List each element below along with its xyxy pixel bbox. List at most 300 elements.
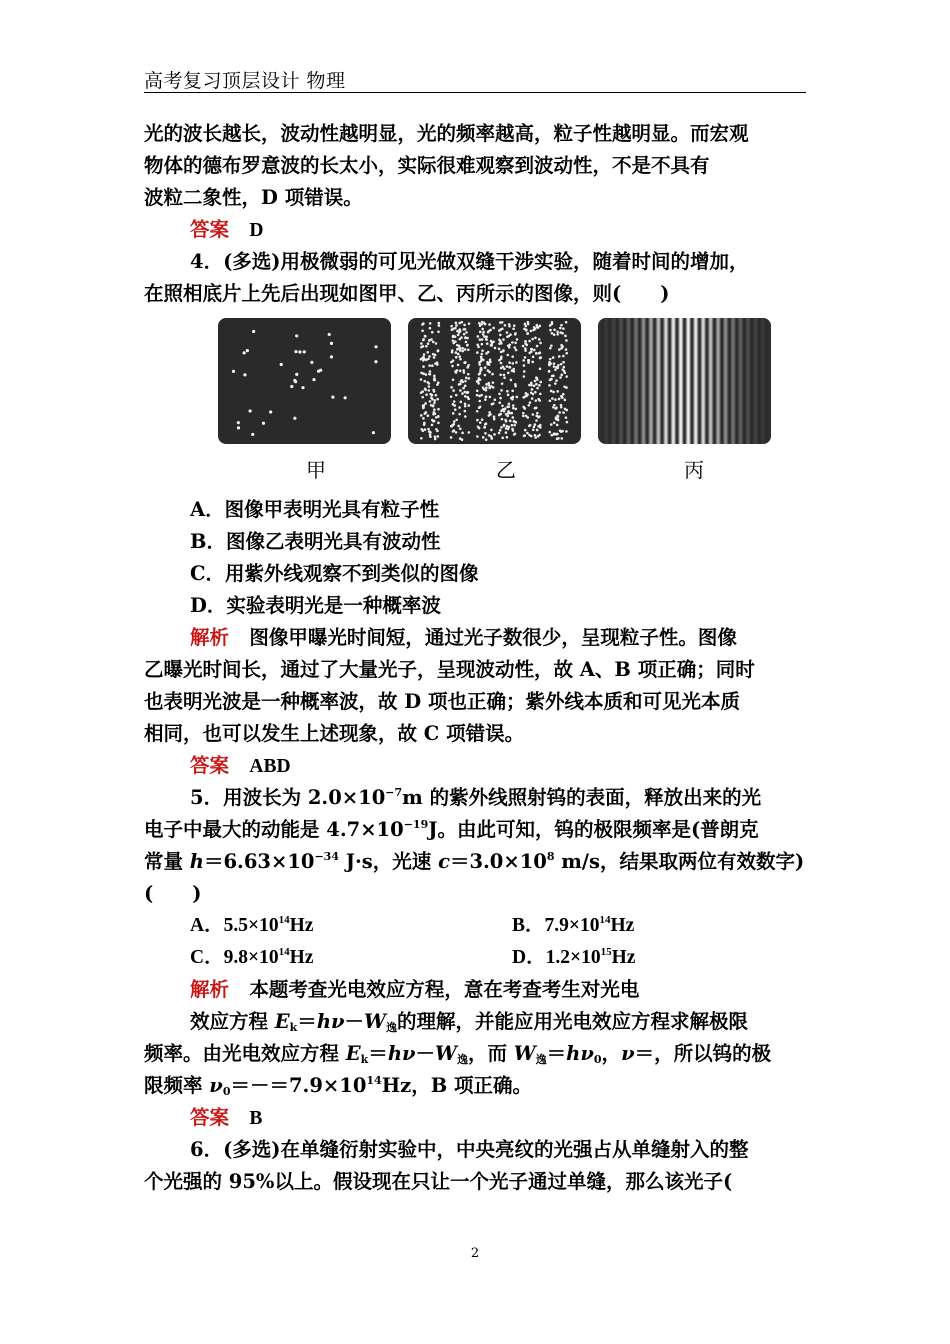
photon-dot xyxy=(503,367,506,370)
photon-dot xyxy=(485,438,488,441)
photon-dot xyxy=(515,361,518,364)
photon-dot xyxy=(344,396,347,399)
photon-dot xyxy=(528,434,531,437)
photon-dot xyxy=(565,321,568,324)
option-b: B．图像乙表明光具有波动性 xyxy=(190,530,441,553)
photon-dot xyxy=(480,353,483,356)
photon-dot xyxy=(505,431,508,434)
photon-dot xyxy=(528,340,531,343)
photon-dot xyxy=(482,359,485,362)
photon-dot xyxy=(528,404,531,407)
photon-dot xyxy=(298,350,301,353)
photon-dot xyxy=(511,355,514,358)
photon-dot xyxy=(551,375,554,378)
photon-dot xyxy=(488,323,491,326)
photon-dot xyxy=(374,345,377,348)
photon-dot xyxy=(452,335,455,338)
photon-dot xyxy=(428,389,431,392)
photon-dot xyxy=(559,331,562,334)
photon-dot xyxy=(527,361,530,364)
photon-dot xyxy=(559,429,562,432)
photon-dot xyxy=(482,333,485,336)
photon-dot xyxy=(523,364,526,367)
photon-dot xyxy=(293,417,296,420)
photon-dot xyxy=(479,324,482,327)
photon-dot xyxy=(498,342,501,345)
photon-dot xyxy=(498,329,501,332)
photon-dot xyxy=(467,348,470,351)
photon-dot xyxy=(458,329,461,332)
photon-dot xyxy=(433,356,436,359)
photon-dot xyxy=(420,428,423,431)
photon-dot xyxy=(504,407,507,410)
photon-dot xyxy=(494,398,497,401)
photon-dot xyxy=(535,406,538,409)
photon-dot xyxy=(484,366,487,369)
photon-dot xyxy=(534,434,537,437)
photon-dot xyxy=(433,377,436,380)
photon-dot xyxy=(424,335,427,338)
photon-dot xyxy=(499,334,502,337)
photon-dot xyxy=(423,353,426,356)
photon-dot xyxy=(457,334,460,337)
photon-dot xyxy=(491,373,494,376)
photon-dot xyxy=(524,429,527,432)
photon-dot xyxy=(467,377,470,380)
photon-dot xyxy=(464,348,467,351)
photon-dot xyxy=(532,393,535,396)
photon-dot xyxy=(565,375,568,378)
photon-dot xyxy=(462,328,465,331)
photon-dot xyxy=(486,342,489,345)
photon-dot xyxy=(479,405,482,408)
photon-dot xyxy=(563,366,566,369)
photon-dot xyxy=(479,369,482,372)
photon-dot xyxy=(537,326,540,329)
photon-dot xyxy=(453,420,456,423)
photon-dot xyxy=(565,339,568,342)
photon-dot xyxy=(549,329,552,332)
photon-dot xyxy=(516,338,519,341)
photon-dot xyxy=(508,323,511,326)
photon-dot xyxy=(455,418,458,421)
photon-dot xyxy=(477,379,480,382)
photon-dot xyxy=(464,410,467,413)
photon-dot xyxy=(539,342,542,345)
photon-dot xyxy=(436,398,439,401)
photon-dot xyxy=(559,327,562,330)
photon-dot xyxy=(491,403,494,406)
photon-dot xyxy=(538,399,541,402)
photon-dot xyxy=(550,423,553,426)
photon-dot xyxy=(484,374,487,377)
photon-dot xyxy=(500,426,503,429)
photon-dot xyxy=(450,386,453,389)
photon-dot xyxy=(425,345,428,348)
photon-dot xyxy=(432,405,435,408)
photon-dot xyxy=(554,407,557,410)
photon-dot xyxy=(328,333,331,336)
photon-dot xyxy=(501,382,504,385)
analysis-line: 也表明光波是一种概率波，故 D 项也正确；紫外线本质和可见光本质 xyxy=(144,690,740,713)
photon-dot xyxy=(483,426,486,429)
photon-dot xyxy=(563,369,566,372)
photon-dot xyxy=(424,428,427,431)
photon-dot xyxy=(485,395,488,398)
photon-dot xyxy=(505,427,508,430)
photon-dot xyxy=(452,342,455,345)
photon-dot xyxy=(476,343,479,346)
photon-dot xyxy=(290,385,293,388)
answer-value: D xyxy=(249,220,264,241)
photon-dot xyxy=(565,386,568,389)
photon-dot xyxy=(510,379,513,382)
photon-dot xyxy=(493,415,496,418)
photon-dot xyxy=(436,430,439,433)
figure-label-yi: 乙 xyxy=(496,458,516,482)
photon-dot xyxy=(524,340,527,343)
photon-dot xyxy=(556,333,559,336)
photon-dot xyxy=(508,403,511,406)
photon-dot xyxy=(503,410,506,413)
photon-dot xyxy=(565,352,568,355)
photon-dot xyxy=(438,324,441,327)
photon-dot xyxy=(232,370,235,373)
photon-dot xyxy=(557,419,560,422)
photon-dot xyxy=(535,419,538,422)
photon-dot xyxy=(557,367,560,370)
question-4-line: 4．(多选)用极微弱的可见光做双缝干涉实验，随着时间的增加， xyxy=(190,250,749,273)
photon-dot xyxy=(492,340,495,343)
analysis-label: 解析 xyxy=(190,978,230,1001)
photon-dot xyxy=(461,432,464,435)
photon-dot xyxy=(499,373,502,376)
photon-dot xyxy=(485,389,488,392)
option-d: D．$1.2\times 10^{15}Hz$ xyxy=(512,946,636,968)
photon-dot xyxy=(421,329,424,332)
photon-dot xyxy=(422,365,425,368)
photon-dot xyxy=(501,327,504,330)
photon-dot xyxy=(468,431,471,434)
photon-dot xyxy=(526,344,529,347)
photon-dot xyxy=(553,433,556,436)
photon-dot xyxy=(498,339,501,342)
photon-dot xyxy=(249,409,252,412)
answer-label: 答案 xyxy=(190,218,230,241)
photon-dot xyxy=(452,423,455,426)
photon-dot xyxy=(513,420,516,423)
photon-dot xyxy=(535,376,538,379)
photon-dot xyxy=(455,356,458,359)
photon-dot xyxy=(489,396,492,399)
photon-dot xyxy=(564,335,567,338)
photon-dot xyxy=(429,322,432,325)
photon-dot xyxy=(500,356,503,359)
photon-dot xyxy=(458,406,461,409)
photon-dot xyxy=(522,406,525,409)
question-5-line: 电子中最大的动能是 $4.7\times 10^{-19}J$。由此可知，钨的极限频率是(普朗克 xyxy=(144,818,759,841)
photon-dot xyxy=(494,347,497,350)
photon-dot xyxy=(551,323,554,326)
photon-dot xyxy=(551,332,554,335)
photon-dot xyxy=(553,404,556,407)
photon-dot xyxy=(506,331,509,334)
photon-dot xyxy=(512,416,515,419)
photon-dot xyxy=(462,387,465,390)
photon-dot xyxy=(420,414,423,417)
photon-dot xyxy=(539,351,542,354)
photon-dot xyxy=(420,342,423,345)
photon-dot xyxy=(552,356,555,359)
photon-dot xyxy=(507,394,510,397)
photon-dot xyxy=(437,330,440,333)
photon-dot xyxy=(422,339,425,342)
photon-dot xyxy=(488,384,491,387)
photon-dot xyxy=(535,383,538,386)
photon-dot xyxy=(551,397,554,400)
figure-yi-image xyxy=(408,318,581,444)
photon-dot xyxy=(534,336,537,339)
question-4-line: 在照相底片上先后出现如图甲、乙、丙所示的图像，则( ) xyxy=(144,282,670,305)
photon-dot xyxy=(429,327,432,330)
photon-dot xyxy=(508,361,511,364)
photon-dot xyxy=(493,433,496,436)
photon-dot xyxy=(476,419,479,422)
photon-dot xyxy=(513,424,516,427)
photon-dot xyxy=(425,393,428,396)
photon-dot xyxy=(437,349,440,352)
photon-dot xyxy=(437,435,440,438)
option-a: A．图像甲表明光具有粒子性 xyxy=(190,498,440,521)
photon-dot xyxy=(560,324,563,327)
photon-dot xyxy=(464,405,467,408)
photon-dot xyxy=(423,380,426,383)
photon-dot xyxy=(559,376,562,379)
photon-dot xyxy=(504,324,507,327)
photon-dot xyxy=(431,394,434,397)
photon-dot xyxy=(457,364,460,367)
question-6-line: 个光强的 95%以上。假设现在只让一个光子通过单缝，那么该光子( xyxy=(144,1170,733,1193)
analysis-line: 相同，也可以发生上述现象，故 C 项错误。 xyxy=(144,722,525,745)
photon-dot xyxy=(467,398,470,401)
photon-dot xyxy=(432,341,435,344)
photon-dot xyxy=(455,324,458,327)
photon-dot xyxy=(420,391,423,394)
option-d: D．实验表明光是一种概率波 xyxy=(190,594,441,617)
photon-dot xyxy=(484,323,487,326)
photon-dot xyxy=(558,348,561,351)
photon-dot xyxy=(523,435,526,438)
photon-dot xyxy=(237,426,240,429)
photon-dot xyxy=(492,381,495,384)
text-line: 光的波长越长，波动性越明显，光的频率越高，粒子性越明显。而宏观 xyxy=(144,122,749,145)
photon-dot xyxy=(508,405,511,408)
photon-dot xyxy=(553,365,556,368)
photon-dot xyxy=(431,364,434,367)
fringe-stripe xyxy=(770,318,771,444)
photon-dot xyxy=(331,396,334,399)
photon-dot xyxy=(553,333,556,336)
photon-dot xyxy=(463,361,466,364)
photon-dot xyxy=(491,437,494,440)
photon-dot xyxy=(498,348,501,351)
photon-dot xyxy=(481,349,484,352)
photon-dot xyxy=(528,352,531,355)
photon-dot xyxy=(455,322,458,325)
photon-dot xyxy=(477,426,480,429)
photon-dot xyxy=(513,433,516,436)
photon-dot xyxy=(459,358,462,361)
photon-dot xyxy=(432,389,435,392)
photon-dot xyxy=(565,348,568,351)
analysis-label: 解析 xyxy=(190,626,230,649)
photon-dot xyxy=(533,384,536,387)
answer-value: B xyxy=(249,1108,263,1129)
photon-dot xyxy=(436,383,439,386)
photon-dot xyxy=(528,425,531,428)
photon-dot xyxy=(453,400,456,403)
photon-dot xyxy=(485,338,488,341)
photon-dot xyxy=(511,362,514,365)
photon-dot xyxy=(562,361,565,364)
photon-dot xyxy=(530,348,533,351)
photon-dot xyxy=(534,423,537,426)
photon-dot xyxy=(455,431,458,434)
photon-dot xyxy=(330,355,333,358)
photon-dot xyxy=(560,344,563,347)
photon-dot xyxy=(525,392,528,395)
answer-line xyxy=(190,214,263,247)
photon-dot xyxy=(479,372,482,375)
photon-dot xyxy=(489,358,492,361)
photon-dot xyxy=(485,383,488,386)
photon-dot xyxy=(516,396,519,399)
photon-dot xyxy=(422,345,425,348)
photon-dot xyxy=(523,375,526,378)
photon-dot xyxy=(434,438,437,441)
photon-dot xyxy=(490,429,493,432)
photon-dot xyxy=(548,431,551,434)
photon-dot xyxy=(458,331,461,334)
photon-dot xyxy=(463,324,466,327)
photon-dot xyxy=(479,331,482,334)
photon-dot xyxy=(503,376,506,379)
photon-dot xyxy=(560,363,563,366)
photon-dot xyxy=(463,371,466,374)
photon-dot xyxy=(425,373,428,376)
photon-dot xyxy=(476,410,479,413)
photon-dot xyxy=(301,386,304,389)
photon-dot xyxy=(528,384,531,387)
photon-dot xyxy=(532,356,535,359)
photon-dot xyxy=(433,420,436,423)
photon-dot xyxy=(513,324,516,327)
photon-dot xyxy=(424,412,427,415)
photon-dot xyxy=(488,414,491,417)
photon-dot xyxy=(433,411,436,414)
photon-dot xyxy=(454,408,457,411)
photon-dot xyxy=(456,369,459,372)
photon-dot xyxy=(461,438,464,441)
photon-dot xyxy=(503,424,506,427)
photon-dot xyxy=(476,435,479,438)
photon-dot xyxy=(427,414,430,417)
photon-dot xyxy=(459,349,462,352)
photon-dot xyxy=(478,322,481,325)
photon-dot xyxy=(531,388,534,391)
answer-label: 答案 xyxy=(190,1106,230,1129)
photon-dot xyxy=(461,321,464,324)
figure-jia-image xyxy=(218,318,391,444)
photon-dot xyxy=(487,369,490,372)
photon-dot xyxy=(485,352,488,355)
photon-dot xyxy=(498,432,501,435)
photon-dot xyxy=(422,417,425,420)
photon-dot xyxy=(555,416,558,419)
photon-dot xyxy=(451,349,454,352)
photon-dot xyxy=(556,330,559,333)
photon-dot xyxy=(467,373,470,376)
photon-dot xyxy=(549,399,552,402)
photon-dot xyxy=(538,338,541,341)
question-5-line: 5．用波长为 $2.0\times 10^{-7}m$ 的紫外线照射钨的表面，释放出来的光 xyxy=(190,786,762,809)
photon-dot xyxy=(562,393,565,396)
photon-dot xyxy=(478,395,481,398)
photon-dot xyxy=(507,372,510,375)
photon-dot xyxy=(465,377,468,380)
photon-dot xyxy=(420,378,423,381)
photon-dot xyxy=(459,338,462,341)
photon-dot xyxy=(500,389,503,392)
photon-dot xyxy=(429,431,432,434)
photon-dot xyxy=(455,351,458,354)
photon-dot xyxy=(437,322,440,325)
photon-dot xyxy=(522,345,525,348)
analysis-line: 解析 本题考查光电效应方程，意在考查考生对光电 xyxy=(190,978,640,1001)
photon-dot xyxy=(506,390,509,393)
analysis-line xyxy=(190,622,737,654)
photon-dot xyxy=(450,325,453,328)
photon-dot xyxy=(428,382,431,385)
photon-dot xyxy=(485,335,488,338)
photon-dot xyxy=(535,352,538,355)
photon-dot xyxy=(499,429,502,432)
photon-dot xyxy=(431,424,434,427)
photon-dot xyxy=(513,346,516,349)
photon-dot xyxy=(534,399,537,402)
photon-dot xyxy=(243,351,246,354)
photon-dot xyxy=(512,368,515,371)
photon-dot xyxy=(468,322,471,325)
photon-dot xyxy=(303,350,306,353)
photon-dot xyxy=(512,407,515,410)
photon-dot xyxy=(485,422,488,425)
photon-dot xyxy=(330,342,333,345)
photon-dot xyxy=(498,393,501,396)
photon-dot xyxy=(539,381,542,384)
photon-dot xyxy=(424,389,427,392)
photon-dot xyxy=(421,396,424,399)
photon-dot xyxy=(539,356,542,359)
photon-dot xyxy=(550,344,553,347)
photon-dot xyxy=(490,344,493,347)
photon-dot xyxy=(461,392,464,395)
photon-dot xyxy=(450,436,453,439)
photon-dot xyxy=(512,327,515,330)
photon-dot xyxy=(530,382,533,385)
photon-dot xyxy=(531,361,534,364)
photon-dot xyxy=(557,364,560,367)
